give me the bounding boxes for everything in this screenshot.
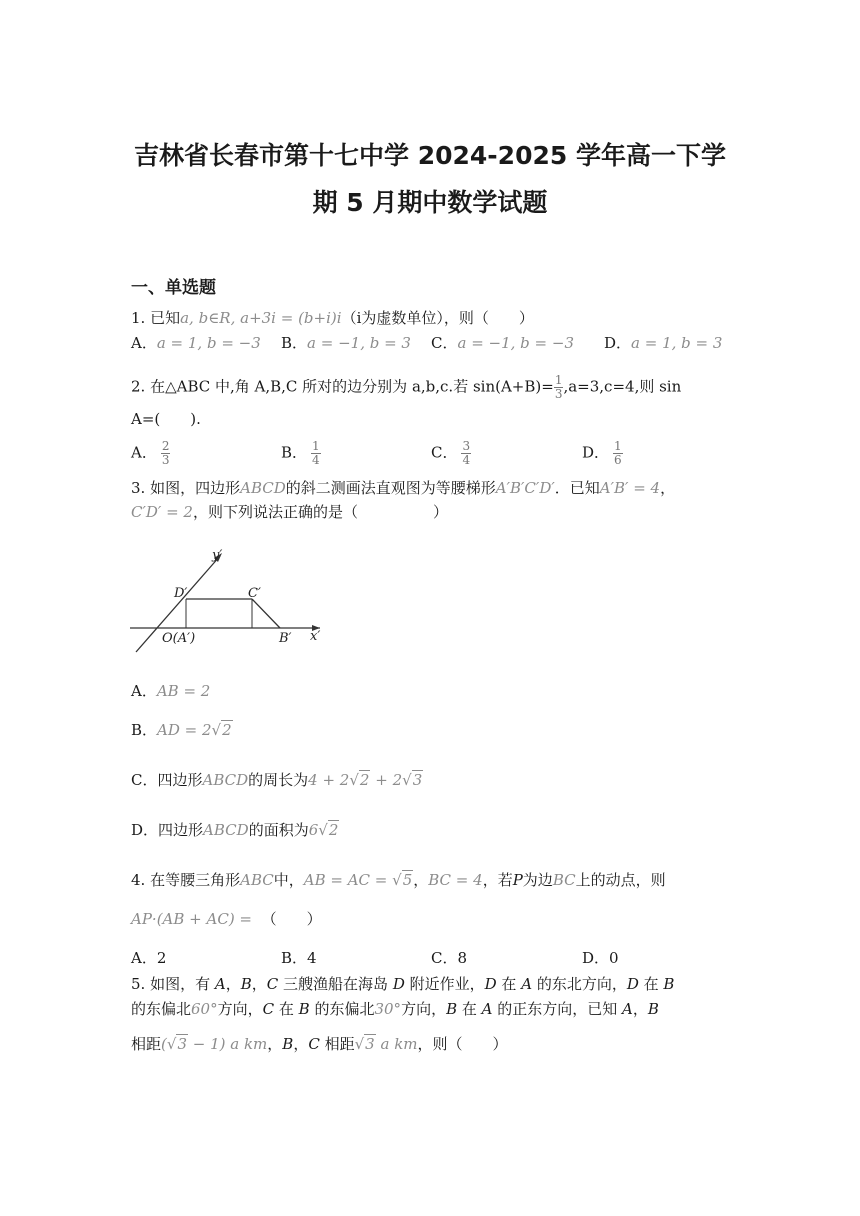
option-d (582, 948, 619, 968)
question-text: ，若 (482, 871, 513, 889)
document-title-line-2: 期 5 月期中数学试题 (312, 188, 548, 217)
option-math: AD = 2 (157, 721, 212, 739)
option-label: A． (131, 443, 157, 462)
denominator: 4 (462, 453, 471, 467)
question-text: 如图，有 (150, 975, 215, 993)
question-text: 在△ABC 中,角 A,B,C 所对的边分别为 a,b,c.若 sin(A+B)= (150, 377, 554, 396)
option-a (131, 948, 166, 968)
radicand: 3 (365, 1035, 375, 1053)
question-text: 在 (457, 1000, 482, 1018)
point-label: D (626, 975, 639, 993)
point-label: B (282, 1035, 294, 1053)
question-text: ， (293, 1035, 309, 1053)
numerator: 1 (554, 373, 563, 387)
sqrt-expression: √3 (166, 1035, 187, 1053)
question-text: 的斜二测画法直观图为等腰梯形 (285, 479, 496, 497)
question-text: ， (413, 871, 429, 889)
question-number: 3. (131, 479, 146, 497)
option-math: 6 (308, 821, 319, 839)
math-expression: C′D′ = 2 (131, 503, 193, 521)
option-label: C． (431, 949, 458, 967)
question-3 (131, 478, 675, 498)
math-expression: a, b∈R, a+3i = (b+i)i (180, 309, 342, 327)
option-text: 的面积为 (248, 821, 309, 839)
radicand: 2 (328, 821, 339, 839)
question-3-cont (131, 502, 448, 522)
question-text: 如图，四边形 (150, 479, 241, 497)
option-label: D． (582, 949, 610, 967)
vector-expression: AP·(AB + AC) = (131, 910, 253, 928)
question-text: ， (632, 1000, 648, 1018)
question-text: ．已知 (554, 479, 600, 497)
option-b (131, 720, 233, 740)
option-math: ABCD (203, 821, 249, 839)
sqrt-expression: √3 (402, 771, 423, 789)
question-text: ， (251, 975, 267, 993)
question-text: 的正东方向，已知 (492, 1000, 623, 1018)
sqrt-expression: √2 (349, 771, 370, 789)
option-math: a = −1, b = −3 (457, 334, 574, 352)
option-label: B． (131, 721, 158, 739)
option-math: 4 + 2 (308, 771, 350, 789)
question-text: 方向， (217, 1000, 263, 1018)
sqrt-expression: √2 (211, 721, 232, 739)
label-d-prime: D′ (174, 586, 188, 601)
option-label: B． (281, 334, 308, 352)
option-text: 0 (609, 949, 619, 967)
numerator: 3 (462, 439, 471, 453)
option-label: B． (281, 949, 308, 967)
point-label: B (240, 975, 252, 993)
option-d (131, 820, 339, 840)
numerator: 1 (614, 439, 622, 453)
option-label: A． (131, 334, 157, 352)
question-text: 相距 (131, 1035, 162, 1053)
point-label: B (663, 975, 675, 993)
question-text: （i为虚数单位），则（ ） (341, 309, 534, 327)
option-math: ABCD (202, 771, 249, 789)
question-2-cont: A=( ). (131, 410, 201, 428)
option-label: D． (582, 443, 610, 462)
option-d (582, 440, 623, 467)
fraction (311, 440, 321, 467)
question-4-cont (131, 909, 322, 929)
question-text: 在等腰三角形 (150, 871, 241, 889)
question-number: 5. (131, 975, 146, 993)
denominator: 6 (614, 453, 622, 467)
question-text: 三艘渔船在海岛 (278, 975, 393, 993)
math-expression: − 1) a km (187, 1035, 268, 1053)
math-expression: a km (375, 1035, 418, 1053)
radicand: 3 (177, 1035, 187, 1053)
question-text: 的东偏北 (131, 1000, 192, 1018)
option-label: D． (131, 821, 159, 839)
question-text: 在 (274, 1000, 299, 1018)
question-text: ，则下列说法正确的是（ ） (192, 503, 448, 521)
point-label: C (262, 1000, 275, 1018)
point-label: A (481, 1000, 493, 1018)
point-label: A (521, 975, 533, 993)
label-c-prime: C′ (248, 586, 261, 601)
option-b (281, 440, 321, 467)
question-4 (131, 870, 666, 890)
option-c (131, 770, 423, 790)
trapezoid-figure (128, 544, 328, 659)
point-label: D (484, 975, 497, 993)
option-label: C． (431, 334, 458, 352)
sqrt-expression: √5 (392, 871, 413, 889)
option-text: 的周长为 (248, 771, 309, 789)
question-5 (131, 974, 674, 994)
label-y-prime: y′ (212, 548, 223, 563)
radicand: 3 (412, 771, 423, 789)
document-title-line-1: 吉林省长春市第十七中学 2024-2025 学年高一下学 (134, 141, 726, 170)
option-label: D． (604, 334, 632, 352)
question-text: 附近作业， (404, 975, 485, 993)
angle-value: 30° (374, 1000, 402, 1018)
question-5-line3 (131, 1034, 508, 1054)
point-label: D (392, 975, 405, 993)
section-heading: 一、单选题 (131, 278, 216, 298)
question-number: 2. (131, 377, 146, 396)
question-text: 的东北方向， (532, 975, 627, 993)
option-c (431, 333, 574, 353)
option-text: 8 (457, 949, 468, 967)
label-b-prime: B′ (279, 631, 292, 646)
point-p: P (512, 871, 523, 889)
question-text: 已知 (150, 309, 181, 327)
option-label: A． (131, 682, 157, 700)
segment-c-b (252, 599, 280, 628)
math-expression: BC (552, 871, 576, 889)
option-label: A． (131, 949, 157, 967)
option-text: 4 (307, 949, 317, 967)
question-text: 相距 (319, 1035, 355, 1053)
label-origin: O(A′) (162, 631, 196, 646)
math-expression: BC = 4 (428, 871, 483, 889)
question-number: 4. (131, 871, 146, 889)
option-c (431, 440, 471, 467)
option-b (281, 333, 411, 353)
option-text: 2 (156, 949, 167, 967)
option-a (131, 333, 261, 353)
question-text: 上的动点，则 (575, 871, 666, 889)
point-label: B (647, 1000, 659, 1018)
option-d (604, 333, 722, 353)
math-expression: ABC (240, 871, 274, 889)
option-math: a = −1, b = 3 (307, 334, 411, 352)
fraction (461, 440, 471, 467)
sqrt-expression: √2 (318, 821, 339, 839)
option-math: a = 1, b = −3 (156, 334, 261, 352)
option-text: 四边形 (158, 821, 204, 839)
math-expression: A′B′ = 4 (599, 479, 661, 497)
math-expression: ( (161, 1035, 167, 1053)
option-c (431, 948, 467, 968)
angle-value: 60° (191, 1000, 218, 1018)
point-label: C (266, 975, 279, 993)
option-label: B． (281, 443, 308, 462)
question-text: ， (225, 975, 241, 993)
label-x-prime: x′ (310, 629, 321, 644)
option-a (131, 681, 210, 701)
question-2 (131, 374, 681, 401)
question-text: 方向， (401, 1000, 447, 1018)
question-text: 的东偏北 (309, 1000, 375, 1018)
point-label: A (622, 1000, 633, 1018)
fraction (613, 440, 623, 467)
question-text: （ ） (261, 910, 322, 928)
question-text: 在 (496, 975, 522, 993)
denominator: 3 (161, 453, 170, 467)
math-expression: AB = AC = (303, 871, 393, 889)
sqrt-expression: √3 (354, 1035, 375, 1053)
option-label: C． (431, 443, 458, 462)
radicand: 5 (402, 871, 413, 889)
option-label: C． (131, 771, 158, 789)
question-text: 在 (638, 975, 664, 993)
question-text: ,a=3,c=4,则 sin (563, 377, 682, 396)
question-number: 1. (131, 309, 146, 327)
option-a (131, 440, 170, 467)
question-text: 中， (273, 871, 304, 889)
q5-line1 (150, 975, 674, 993)
point-label: C (308, 1035, 320, 1053)
radicand: 2 (359, 771, 370, 789)
math-expression: ABCD (240, 479, 286, 497)
question-text: 为边 (522, 871, 553, 889)
option-math: + 2 (370, 771, 403, 789)
point-label: B (298, 1000, 310, 1018)
option-text: 四边形 (157, 771, 203, 789)
denominator: 3 (554, 387, 563, 401)
question-5-line2 (131, 999, 659, 1019)
option-math: a = 1, b = 3 (631, 334, 723, 352)
point-label: B (446, 1000, 458, 1018)
question-1 (131, 308, 534, 328)
question-text: ， (267, 1035, 283, 1053)
denominator: 4 (312, 453, 320, 467)
fraction (161, 440, 171, 467)
numerator: 2 (161, 439, 170, 453)
question-text: ， (660, 479, 676, 497)
math-expression: A′B′C′D′ (495, 479, 555, 497)
point-label: A (214, 975, 226, 993)
question-text: ，则（ ） (417, 1035, 508, 1053)
option-b (281, 948, 317, 968)
numerator: 1 (312, 439, 320, 453)
radicand: 2 (222, 721, 232, 739)
option-math: AB = 2 (156, 682, 211, 700)
